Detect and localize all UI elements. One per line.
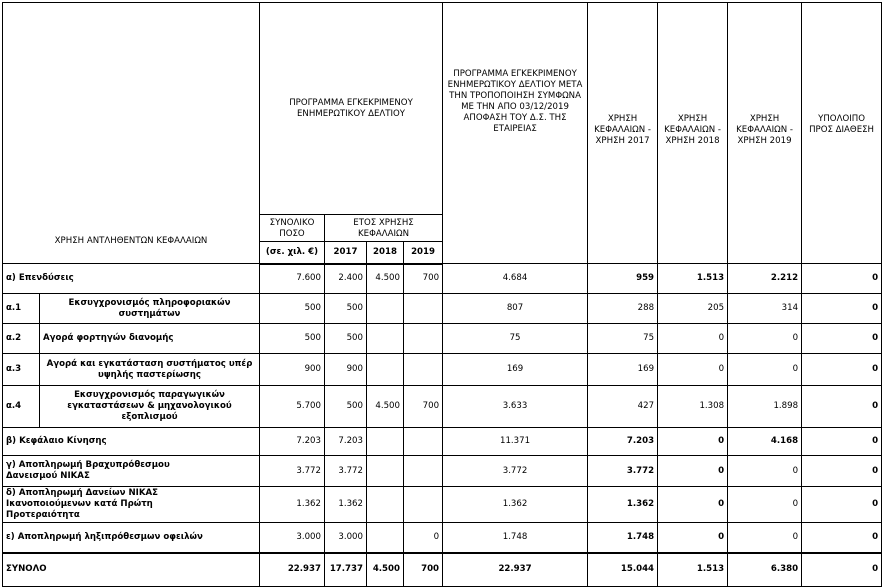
cell-amended: 1.748 xyxy=(443,523,588,553)
cell-use-2018: 205 xyxy=(658,294,728,324)
row-label: β) Κεφάλαιο Κίνησης xyxy=(3,428,260,456)
cell-use-2017: 3.772 xyxy=(588,456,658,487)
header-year-2018: 2018 xyxy=(367,242,404,264)
table-row xyxy=(3,428,882,456)
cell-use-2019: 0 xyxy=(728,523,802,553)
cell-total: 7.600 xyxy=(260,264,325,294)
cell-y2019 xyxy=(404,294,443,324)
table-row xyxy=(3,324,882,354)
cell-total: 3.000 xyxy=(260,523,325,553)
cell-y2017: 1.362 xyxy=(325,487,367,523)
cell-remaining: 0 xyxy=(802,428,882,456)
cell-amended: 4.684 xyxy=(443,264,588,294)
table-row xyxy=(3,264,882,294)
cell-remaining: 0 xyxy=(802,553,882,587)
cell-use-2019: 0 xyxy=(728,354,802,386)
cell-remaining: 0 xyxy=(802,264,882,294)
cell-use-2019: 0 xyxy=(728,324,802,354)
cell-y2018 xyxy=(367,523,404,553)
cell-y2017: 500 xyxy=(325,386,367,428)
cell-amended: 807 xyxy=(443,294,588,324)
cell-total: 500 xyxy=(260,294,325,324)
cell-use-2019: 0 xyxy=(728,487,802,523)
cell-use-2018: 0 xyxy=(658,324,728,354)
capital-use-table xyxy=(2,2,882,587)
header-use-2017: ΧΡΗΣΗ ΚΕΦΑΛΑΙΩΝ - ΧΡΗΣΗ 2017 xyxy=(588,3,658,264)
table-row xyxy=(3,523,882,553)
cell-y2018: 4.500 xyxy=(367,553,404,587)
cell-use-2017: 1.362 xyxy=(588,487,658,523)
cell-y2017: 3.772 xyxy=(325,456,367,487)
cell-use-2017: 75 xyxy=(588,324,658,354)
cell-total: 22.937 xyxy=(260,553,325,587)
row-label: γ) Αποπληρωμή Βραχυπρόθεσμου Δανεισμού ΝΙΚΑΣ xyxy=(3,456,260,487)
cell-use-2019: 1.898 xyxy=(728,386,802,428)
cell-remaining: 0 xyxy=(802,523,882,553)
header-total-amount: ΣΥΝΟΛΙΚΟ ΠΟΣΟ xyxy=(260,215,325,242)
cell-use-2019: 314 xyxy=(728,294,802,324)
row-label: δ) Αποπληρωμή Δανείων ΝΙΚΑΣ Ικανοποιούμενων κατά Πρώτη Προτεραιότητα xyxy=(3,487,260,523)
header-year-of-use: ΕΤΟΣ ΧΡΗΣΗΣ ΚΕΦΑΛΑΙΩΝ xyxy=(325,215,443,242)
cell-amended: 3.772 xyxy=(443,456,588,487)
cell-y2018 xyxy=(367,428,404,456)
header-amended-program: ΠΡΟΓΡΑΜΜΑ ΕΓΚΕΚΡΙΜΕΝΟΥ ΕΝΗΜΕΡΩΤΙΚΟΥ ΔΕΛΤΙΟΥ ΜΕΤΑ ΤΗΝ ΤΡΟΠΟΠΟΙΗΣΗ ΣΥΜΦΩΝΑ ΜΕ ΤΗΝ ΑΠΟ 03/12/2019 ΑΠΟΦΑΣΗ ΤΟΥ Δ.Σ. ΤΗΣ ΕΤΑΙΡΕΙΑΣ xyxy=(443,3,588,264)
header-remaining: ΥΠΟΛΟΙΠΟ ΠΡΟΣ ΔΙΑΘΕΣΗ xyxy=(802,3,882,264)
row-code: α.2 xyxy=(3,324,40,354)
header-unit: (σε. χιλ. €) xyxy=(260,242,325,264)
cell-amended: 75 xyxy=(443,324,588,354)
cell-amended: 169 xyxy=(443,354,588,386)
cell-y2017: 7.203 xyxy=(325,428,367,456)
cell-remaining: 0 xyxy=(802,294,882,324)
cell-y2019 xyxy=(404,487,443,523)
cell-use-2018: 1.308 xyxy=(658,386,728,428)
cell-use-2019: 0 xyxy=(728,456,802,487)
cell-y2018 xyxy=(367,324,404,354)
table-row xyxy=(3,294,882,324)
cell-amended: 1.362 xyxy=(443,487,588,523)
cell-y2018: 4.500 xyxy=(367,386,404,428)
cell-total: 1.362 xyxy=(260,487,325,523)
cell-remaining: 0 xyxy=(802,354,882,386)
cell-use-2018: 0 xyxy=(658,354,728,386)
cell-y2019: 700 xyxy=(404,553,443,587)
cell-use-2018: 0 xyxy=(658,487,728,523)
cell-total: 7.203 xyxy=(260,428,325,456)
cell-use-2017: 1.748 xyxy=(588,523,658,553)
row-label: ε) Αποπληρωμή ληξιπρόθεσμων οφειλών xyxy=(3,523,260,553)
table-row xyxy=(3,386,882,428)
cell-use-2018: 0 xyxy=(658,456,728,487)
cell-y2019: 700 xyxy=(404,386,443,428)
cell-y2018 xyxy=(367,354,404,386)
cell-use-2019: 6.380 xyxy=(728,553,802,587)
row-description: Εκσυγχρονισμός πληροφοριακών συστημάτων xyxy=(40,294,260,324)
total-row xyxy=(3,553,882,587)
row-code: α.1 xyxy=(3,294,40,324)
header-year-2017: 2017 xyxy=(325,242,367,264)
header-year-2019: 2019 xyxy=(404,242,443,264)
cell-amended: 3.633 xyxy=(443,386,588,428)
cell-y2017: 17.737 xyxy=(325,553,367,587)
cell-total: 500 xyxy=(260,324,325,354)
header-program: ΠΡΟΓΡΑΜΜΑ ΕΓΚΕΚΡΙΜΕΝΟΥ ΕΝΗΜΕΡΩΤΙΚΟΥ ΔΕΛΤΙΟΥ xyxy=(260,3,443,215)
cell-y2017: 500 xyxy=(325,294,367,324)
cell-use-2017: 427 xyxy=(588,386,658,428)
row-description: Αγορά φορτηγών διανομής xyxy=(40,324,260,354)
row-label: α) Επενδύσεις xyxy=(3,264,260,294)
row-description: Αγορά και εγκατάσταση συστήματος υπέρ υψηλής παστερίωσης xyxy=(40,354,260,386)
cell-total: 5.700 xyxy=(260,386,325,428)
cell-use-2017: 288 xyxy=(588,294,658,324)
cell-y2017: 3.000 xyxy=(325,523,367,553)
cell-use-2018: 1.513 xyxy=(658,553,728,587)
header-use-2018: ΧΡΗΣΗ ΚΕΦΑΛΑΙΩΝ - ΧΡΗΣΗ 2018 xyxy=(658,3,728,264)
cell-total: 3.772 xyxy=(260,456,325,487)
row-code: α.3 xyxy=(3,354,40,386)
cell-amended: 22.937 xyxy=(443,553,588,587)
table-row xyxy=(3,487,882,523)
cell-remaining: 0 xyxy=(802,487,882,523)
cell-use-2017: 7.203 xyxy=(588,428,658,456)
cell-y2019: 0 xyxy=(404,523,443,553)
row-code: α.4 xyxy=(3,386,40,428)
header-row-label: ΧΡΗΣΗ ΑΝΤΛΗΘΕΝΤΩΝ ΚΕΦΑΛΑΙΩΝ xyxy=(3,3,260,264)
cell-use-2018: 0 xyxy=(658,428,728,456)
cell-use-2017: 959 xyxy=(588,264,658,294)
cell-y2019 xyxy=(404,456,443,487)
cell-use-2018: 1.513 xyxy=(658,264,728,294)
cell-use-2018: 0 xyxy=(658,523,728,553)
cell-y2019 xyxy=(404,324,443,354)
cell-y2018 xyxy=(367,456,404,487)
cell-y2018 xyxy=(367,487,404,523)
cell-y2019: 700 xyxy=(404,264,443,294)
header-use-2019: ΧΡΗΣΗ ΚΕΦΑΛΑΙΩΝ - ΧΡΗΣΗ 2019 xyxy=(728,3,802,264)
cell-y2019 xyxy=(404,428,443,456)
cell-remaining: 0 xyxy=(802,324,882,354)
cell-use-2017: 15.044 xyxy=(588,553,658,587)
cell-y2017: 900 xyxy=(325,354,367,386)
cell-remaining: 0 xyxy=(802,456,882,487)
cell-y2018 xyxy=(367,294,404,324)
row-description: Εκσυγχρονισμός παραγωγικών εγκαταστάσεων & μηχανολογικού εξοπλισμού xyxy=(40,386,260,428)
table-row xyxy=(3,354,882,386)
total-label: ΣΥΝΟΛΟ xyxy=(3,553,260,587)
cell-y2018: 4.500 xyxy=(367,264,404,294)
cell-use-2019: 4.168 xyxy=(728,428,802,456)
cell-y2017: 500 xyxy=(325,324,367,354)
cell-y2019 xyxy=(404,354,443,386)
table-row xyxy=(3,456,882,487)
cell-use-2019: 2.212 xyxy=(728,264,802,294)
cell-y2017: 2.400 xyxy=(325,264,367,294)
cell-remaining: 0 xyxy=(802,386,882,428)
cell-amended: 11.371 xyxy=(443,428,588,456)
cell-use-2017: 169 xyxy=(588,354,658,386)
cell-total: 900 xyxy=(260,354,325,386)
